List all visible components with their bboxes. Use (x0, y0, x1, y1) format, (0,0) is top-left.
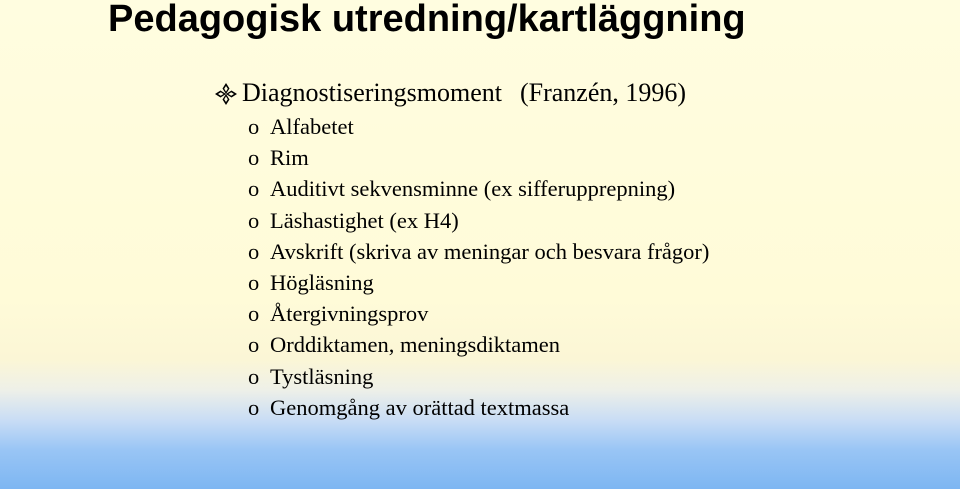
list-item (248, 173, 709, 204)
list-item (248, 142, 709, 173)
list-item (248, 267, 709, 298)
bullet-marker: o (248, 207, 260, 233)
list-item-text: Rim (270, 145, 309, 171)
list-item-text: Återgivningsprov (270, 301, 429, 327)
moment-list (248, 111, 709, 423)
list-item-text: Avskrift (skriva av meningar och besvara frågor) (270, 238, 710, 264)
list-item (248, 361, 709, 392)
heading-text: Diagnostiseringsmoment (242, 78, 502, 107)
list-item (248, 392, 709, 423)
bullet-marker: o (248, 114, 260, 139)
list-item-text: Genomgång av orättad textmassa (270, 394, 570, 420)
list-item (248, 298, 709, 329)
list-item-text: Alfabetet (270, 114, 354, 139)
diamond-bullet-icon (214, 81, 238, 105)
list-item (248, 236, 709, 267)
slide-title: Pedagogisk utredning/kartläggning (108, 0, 746, 40)
list-item-text: Auditivt sekvensminne (ex sifferupprepning) (270, 176, 676, 202)
bullet-marker: o (248, 238, 260, 264)
bullet-marker: o (248, 176, 260, 202)
bullet-marker: o (248, 363, 260, 389)
list-item (248, 111, 709, 142)
list-item-text: Högläsning (270, 270, 374, 296)
bullet-marker: o (248, 145, 260, 171)
list-item (248, 329, 709, 360)
list-item-text: Tystläsning (270, 363, 374, 389)
section-heading (214, 76, 686, 110)
bullet-marker: o (248, 394, 260, 420)
list-item-text: Orddiktamen, meningsdiktamen (270, 332, 560, 358)
bullet-marker: o (248, 301, 260, 327)
bullet-marker: o (248, 270, 260, 296)
bullet-marker: o (248, 332, 260, 358)
list-item-text: Läshastighet (ex H4) (270, 207, 459, 233)
list-item (248, 205, 709, 236)
heading-citation: (Franzén, 1996) (519, 78, 687, 107)
